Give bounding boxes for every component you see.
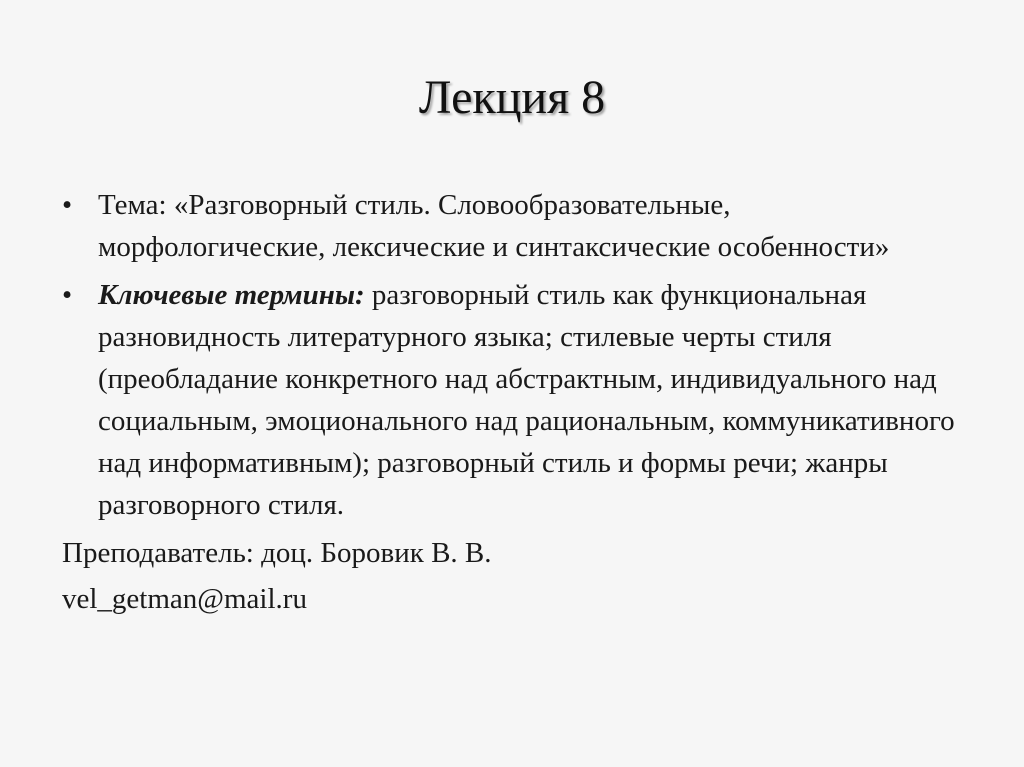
bullet-key-terms — [62, 274, 962, 526]
bullet-marker: • — [62, 189, 73, 221]
topic-text: Тема: «Разговорный стиль. Словообразовательные, морфологические, лексические и синтаксические особенности» — [98, 189, 890, 263]
bullet-marker: • — [62, 279, 73, 311]
email-line: vel_getman@mail.ru — [62, 583, 307, 615]
key-terms-text: разговорный стиль как функциональная разновидность литературного языка; стилевые черты стиля (преобладание конкретного над абстрактным, индивидуального над социальным, эмоционального над рациональным, коммуникативного над информативным); разговорный стиль и формы речи; жанры разговорного стиля. — [98, 279, 955, 521]
teacher-line: Преподаватель: доц. Боровик В. В. — [62, 537, 492, 569]
key-terms-label: Ключевые термины: — [98, 279, 365, 311]
bullet-topic — [62, 184, 962, 268]
slide-title: Лекция 8 — [418, 71, 606, 124]
slide-content — [62, 184, 962, 620]
